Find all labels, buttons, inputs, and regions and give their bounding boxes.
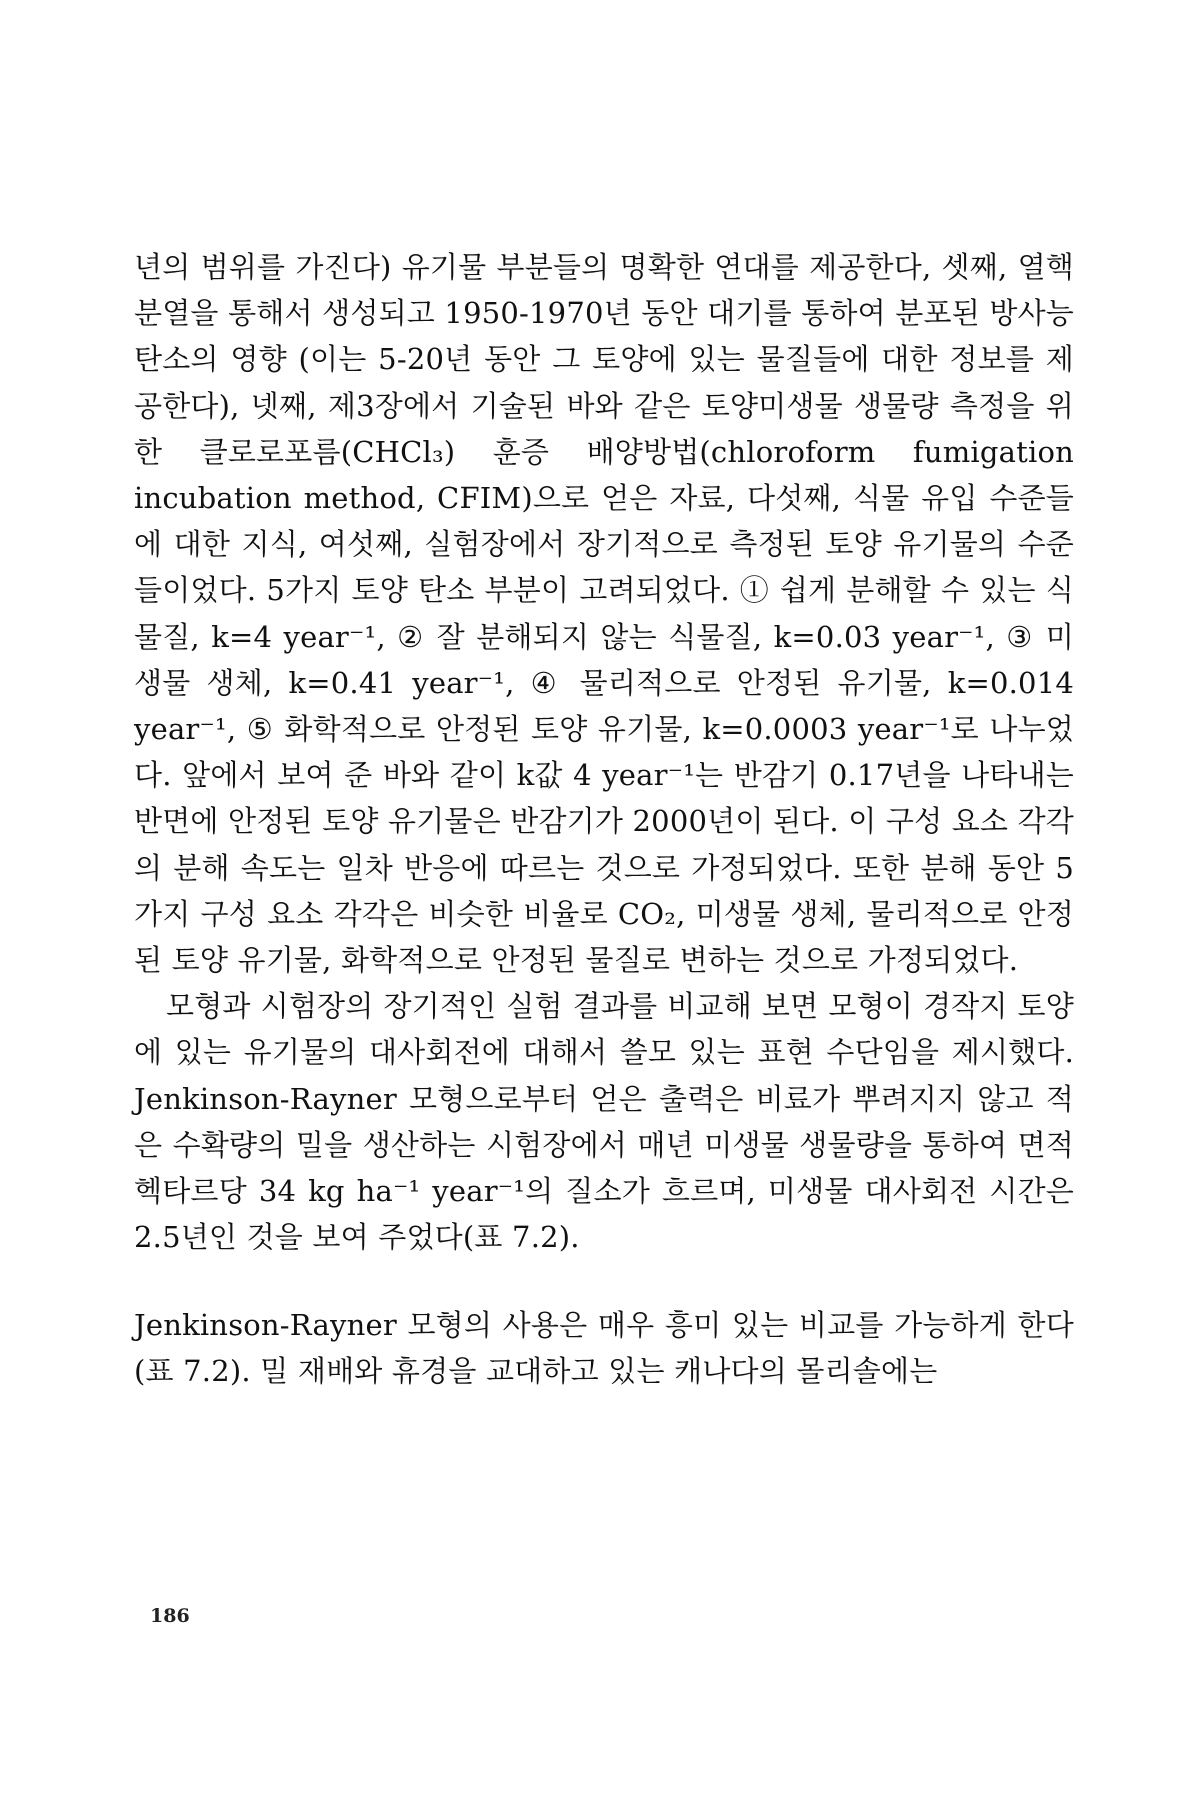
- paragraph-3-text: Jenkinson-Rayner 모형의 사용은 매우 흥미 있는 비교를 가능하게 한다(표 7.2). 밀 재배와 휴경을 교대하고 있는 캐나다의 몰리솔에는: [134, 1308, 1074, 1389]
- page-number: 186: [150, 1605, 190, 1627]
- paragraph-1-text: 년의 범위를 가진다) 유기물 부분들의 명확한 연대를 제공한다, 셋째, 열핵분열을 통해서 생성되고 1950-1970년 동안 대기를 통하여 분포된 방사능 탄소의 영향 (이는 5-20년 동안 그 토양에 있는 물질들에 대한 정보를 제공한다), 넷째, 제3장에서 기술된 바와 같은 토양미생물 생물량 측정을 위한 클로로포름(CHCl₃) 훈증 배양방법(chloroform fumigation incubation method, CFIM)으로 얻은 자료, 다섯째, 식물 유입 수준들에 대한 지식, 여섯째, 실험장에서 장기적으로 측정된 토양 유기물의 수준들이었다. 5가지 토양 탄소 부분이 고려되었다. ① 쉽게 분해할 수 있는 식물질, k=4 year⁻¹, ② 잘 분해되지 않는 식물질, k=0.03 year⁻¹, ③ 미생물 생체, k=0.41 year⁻¹, ④ 물리적으로 안정된 유기물, k=0.014 year⁻¹, ⑤ 화학적으로 안정된 토양 유기물, k=0.0003 year⁻¹로 나누었다. 앞에서 보여 준 바와 같이 k값 4 year⁻¹는 반감기 0.17년을 나타내는 반면에 안정된 토양 유기물은 반감기가 2000년이 된다. 이 구성 요소 각각의 분해 속도는 일차 반응에 따르는 것으로 가정되었다. 또한 분해 동안 5가지 구성 요소 각각은 비슷한 비율로 CO₂, 미생물 생체, 물리적으로 안정된 토양 유기물, 화학적으로 안정된 물질로 변하는 것으로 가정되었다.: [134, 250, 1074, 978]
- paragraph-3: [134, 1302, 1074, 1394]
- paragraph-2: [134, 983, 1074, 1260]
- paragraph-1: [134, 244, 1074, 983]
- paragraph-2-text: 모형과 시험장의 장기적인 실험 결과를 비교해 보면 모형이 경작지 토양에 있는 유기물의 대사회전에 대해서 쓸모 있는 표현 수단임을 제시했다. Jenkinson-Rayner 모형으로부터 얻은 출력은 비료가 뿌려지지 않고 적은 수확량의 밀을 생산하는 시험장에서 매년 미생물 생물량을 통하여 면적 헥타르당 34 kg ha⁻¹ year⁻¹의 질소가 흐르며, 미생물 대사회전 시간은 2.5년인 것을 보여 주었다(표 7.2).: [134, 989, 1074, 1255]
- body-text: [134, 244, 1074, 1260]
